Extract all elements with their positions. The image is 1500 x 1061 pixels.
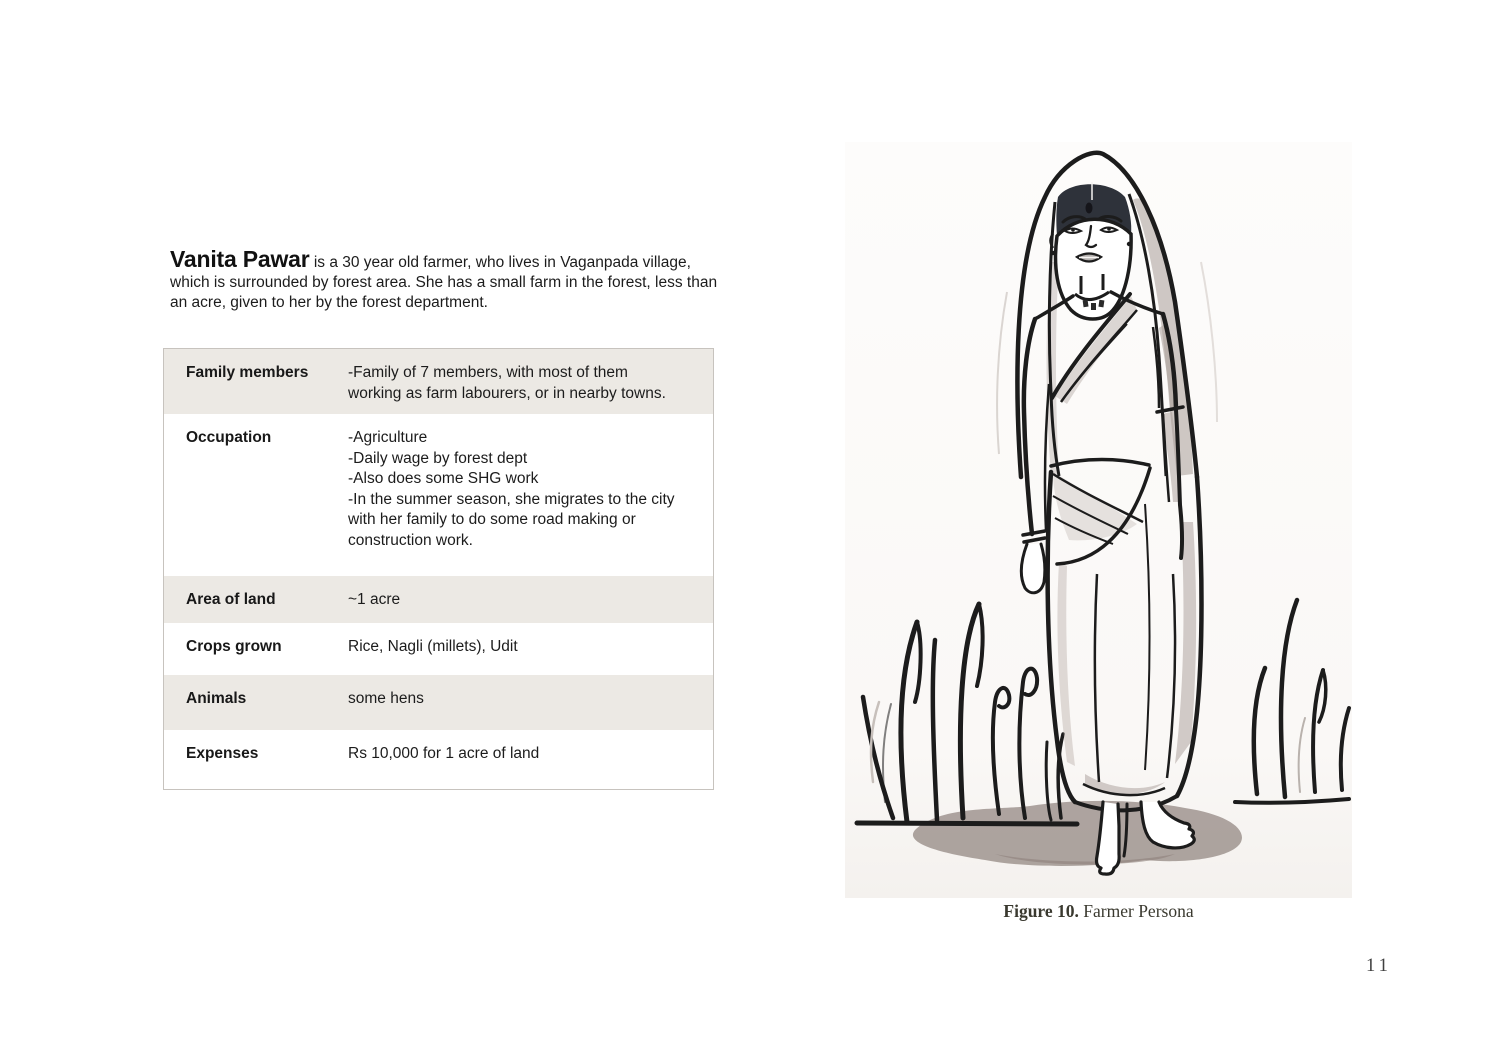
- table-row-label: Animals: [186, 690, 247, 707]
- table-row-label: Area of land: [186, 591, 276, 608]
- table-row-label: Crops grown: [186, 638, 282, 655]
- figure-caption: [845, 901, 1352, 922]
- figure-caption-text: Farmer Persona: [1083, 901, 1194, 921]
- table-row-value: -Family of 7 members, with most of them working as farm labourers, or in nearby towns.: [348, 364, 666, 402]
- page-number: 11: [1366, 956, 1392, 976]
- persona-table: [163, 348, 714, 790]
- table-row-label: Expenses: [186, 745, 259, 762]
- table-row: [164, 623, 713, 675]
- table-row: [164, 349, 713, 414]
- table-row-label: Occupation: [186, 429, 272, 446]
- table-row-value: ~1 acre: [348, 591, 401, 608]
- table-row: [164, 576, 713, 623]
- intro-text: is a 30 year old farmer, who lives in Vaganpada village, which is surrounded by forest area. She has a small farm in the forest, less than an acre, given to her by the forest department.: [170, 253, 718, 311]
- table-row-value: some hens: [348, 690, 424, 707]
- table-row-value: Rice, Nagli (millets), Udit: [348, 638, 518, 655]
- table-row: [164, 414, 713, 576]
- farmer-illustration: [845, 142, 1352, 898]
- table-row: [164, 730, 713, 789]
- table-row-value: Rs 10,000 for 1 acre of land: [348, 745, 540, 762]
- table-row: [164, 675, 713, 730]
- table-row-value: -Agriculture -Daily wage by forest dept -Also does some SHG work -In the summer season, she migrates to the city with her family to do some road making or construction work.: [348, 429, 675, 549]
- intro-paragraph: [170, 245, 732, 313]
- persona-name: Vanita Pawar: [170, 245, 310, 272]
- figure-caption-label: Figure 10.: [1003, 901, 1079, 921]
- table-row-label: Family members: [186, 364, 309, 381]
- bindi: [1086, 203, 1093, 214]
